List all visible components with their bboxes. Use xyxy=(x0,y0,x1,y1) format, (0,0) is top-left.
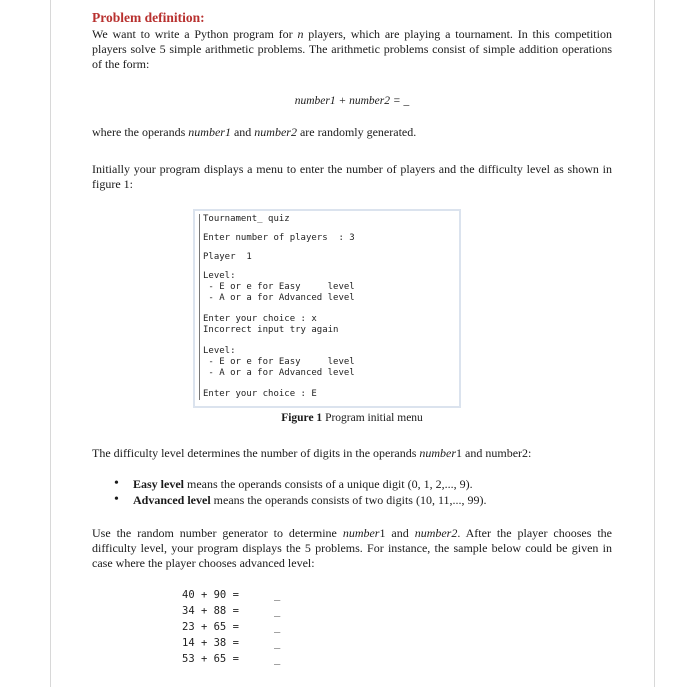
problem-expression: 14 + 38 = xyxy=(182,637,239,649)
operands-text-2: and xyxy=(230,125,255,139)
bullet-term: Advanced level xyxy=(133,493,211,507)
problem-expression: 40 + 90 = xyxy=(182,589,239,601)
random-number1: number xyxy=(342,526,380,540)
console-error-line: Incorrect input try again xyxy=(203,325,339,335)
problem-row xyxy=(182,621,612,637)
answer-blank: _ xyxy=(274,589,281,601)
list-item xyxy=(114,492,612,508)
console-choice-prompt: Enter your choice : x xyxy=(203,314,317,324)
operands-text-3: are randomly generated. xyxy=(296,125,417,139)
difficulty-number: number xyxy=(419,446,457,460)
list-item xyxy=(114,476,612,492)
console-advanced-option-2: - A or a for Advanced level xyxy=(203,368,355,378)
figure-caption xyxy=(92,412,612,424)
operands-text-1: where the operands xyxy=(92,125,189,139)
figure-1-console xyxy=(193,209,461,408)
bullet-text: means the operands consists of two digits (10, 11,..., 99). xyxy=(210,493,487,507)
random-number2: number2 xyxy=(414,526,458,540)
difficulty-text-2: 1 and number2: xyxy=(456,446,532,460)
document-content xyxy=(92,10,612,669)
difficulty-paragraph xyxy=(92,446,612,461)
console-title: Tournament_ quiz xyxy=(203,214,290,224)
problem-heading: Problem definition: xyxy=(92,10,205,25)
answer-blank: _ xyxy=(274,637,281,649)
operand-number2: number2 xyxy=(254,125,297,139)
console-easy-option: - E or e for Easy level xyxy=(203,282,355,292)
intro-n: n xyxy=(297,27,304,41)
problem-row xyxy=(182,589,612,605)
problem-row xyxy=(182,637,612,653)
intro-paragraph xyxy=(92,27,612,72)
intro-text-1: We want to write a Python program for xyxy=(92,27,298,41)
sample-problems xyxy=(182,589,612,669)
figure-caption-text: Program initial menu xyxy=(322,412,423,424)
answer-blank: _ xyxy=(274,653,281,665)
console-level-label: Level: xyxy=(203,271,236,281)
random-paragraph xyxy=(92,526,612,571)
problem-expression: 34 + 88 = xyxy=(182,605,239,617)
figure-caption-label: Figure 1 xyxy=(281,412,323,424)
console-advanced-option: - A or a for Advanced level xyxy=(203,293,355,303)
console-easy-option-2: - E or e for Easy level xyxy=(203,357,355,367)
problem-expression: 53 + 65 = xyxy=(182,653,239,665)
console-level-label-2: Level: xyxy=(203,346,236,356)
console-output xyxy=(199,214,455,400)
console-players-line: Enter number of players : 3 xyxy=(203,233,355,243)
operands-paragraph xyxy=(92,125,612,140)
answer-blank: _ xyxy=(274,621,281,633)
menu-intro-paragraph: Initially your program displays a menu to enter the number of players and the difficulty level as shown in figure 1: xyxy=(92,162,612,191)
problem-expression: 23 + 65 = xyxy=(182,621,239,633)
random-text-3: . After the player chooses the difficulty level, your program displays the 5 problems. For instance, the sample below could be given in case where the player chooses advanced level: xyxy=(92,526,612,570)
difficulty-list xyxy=(92,476,612,508)
console-player-line: Player 1 xyxy=(203,252,252,262)
problem-row xyxy=(182,605,612,621)
formula: number1 + number2 = _ xyxy=(294,95,410,107)
bullet-text: means the operands consists of a unique digit (0, 1, 2,..., 9). xyxy=(184,477,473,491)
operand-number1: number1 xyxy=(188,125,231,139)
answer-blank: _ xyxy=(274,605,281,617)
problem-row xyxy=(182,653,612,669)
random-text-1: Use the random number generator to determine xyxy=(92,526,343,540)
random-text-2: 1 and xyxy=(379,526,415,540)
console-choice-prompt-2: Enter your choice : E xyxy=(203,389,317,399)
intro-text-2: players, which are playing a tournament. In this competition players solve 5 simple arithmetic problems. The arithmetic problems consist of simple addition operations of the form: xyxy=(92,27,612,71)
bullet-term: Easy level xyxy=(133,477,184,491)
difficulty-text-1: The difficulty level determines the number of digits in the operands xyxy=(92,446,420,460)
